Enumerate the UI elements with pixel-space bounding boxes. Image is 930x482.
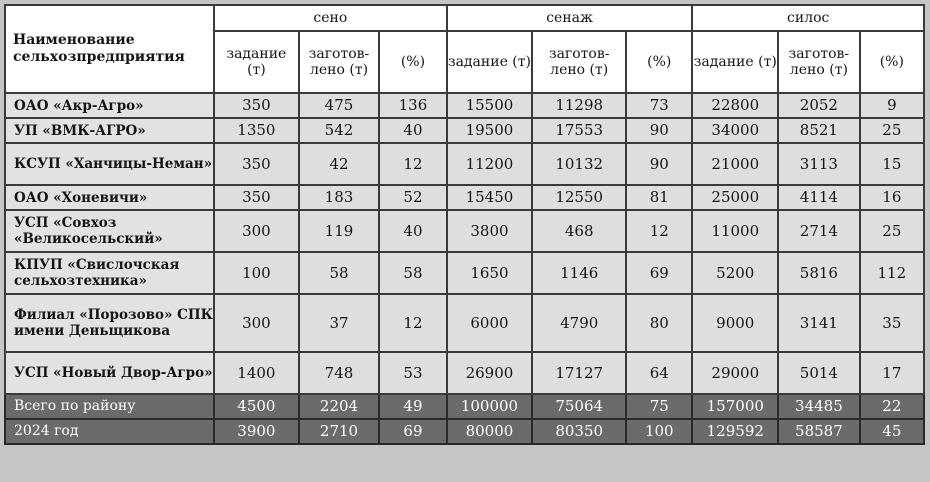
value-cell: 21000 bbox=[692, 143, 778, 185]
value-cell: 1146 bbox=[532, 252, 626, 294]
value-cell: 10132 bbox=[532, 143, 626, 185]
group-header-hay: сено bbox=[214, 5, 447, 31]
subheader-plan: задание (т) bbox=[692, 31, 778, 93]
value-cell: 5816 bbox=[778, 252, 860, 294]
value-cell: 40 bbox=[379, 210, 446, 252]
value-cell: 112 bbox=[860, 252, 924, 294]
enterprise-name-cell: Филиал «Порозово» СПК имени Деньщикова bbox=[5, 294, 214, 352]
subheader-harvested: заготов-лено (т) bbox=[299, 31, 380, 93]
enterprise-name-cell: УСП «Совхоз «Великосельский» bbox=[5, 210, 214, 252]
value-cell: 119 bbox=[299, 210, 380, 252]
value-cell: 183 bbox=[299, 185, 380, 210]
subheader-plan: задание (т) bbox=[214, 31, 299, 93]
enterprise-name-cell: КСУП «Ханчицы-Неман» bbox=[5, 143, 214, 185]
value-cell: 26900 bbox=[447, 352, 533, 394]
value-cell: 22800 bbox=[692, 93, 778, 118]
total-value-cell: 100000 bbox=[447, 394, 533, 419]
table-row bbox=[5, 352, 924, 394]
total-row bbox=[5, 394, 924, 419]
value-cell: 748 bbox=[299, 352, 380, 394]
value-cell: 25 bbox=[860, 210, 924, 252]
total-value-cell: 3900 bbox=[214, 419, 299, 444]
total-value-cell: 129592 bbox=[692, 419, 778, 444]
value-cell: 37 bbox=[299, 294, 380, 352]
value-cell: 35 bbox=[860, 294, 924, 352]
table-row bbox=[5, 143, 924, 185]
total-value-cell: 49 bbox=[379, 394, 446, 419]
value-cell: 42 bbox=[299, 143, 380, 185]
table-row bbox=[5, 118, 924, 143]
table-row bbox=[5, 294, 924, 352]
group-header-haylage: сенаж bbox=[447, 5, 693, 31]
value-cell: 6000 bbox=[447, 294, 533, 352]
value-cell: 9 bbox=[860, 93, 924, 118]
value-cell: 25 bbox=[860, 118, 924, 143]
value-cell: 12550 bbox=[532, 185, 626, 210]
subheader-percent: (%) bbox=[860, 31, 924, 93]
value-cell: 29000 bbox=[692, 352, 778, 394]
value-cell: 53 bbox=[379, 352, 446, 394]
value-cell: 12 bbox=[626, 210, 692, 252]
value-cell: 81 bbox=[626, 185, 692, 210]
value-cell: 350 bbox=[214, 143, 299, 185]
subheader-plan: задание (т) bbox=[447, 31, 533, 93]
value-cell: 73 bbox=[626, 93, 692, 118]
value-cell: 9000 bbox=[692, 294, 778, 352]
value-cell: 542 bbox=[299, 118, 380, 143]
value-cell: 34000 bbox=[692, 118, 778, 143]
value-cell: 19500 bbox=[447, 118, 533, 143]
value-cell: 90 bbox=[626, 143, 692, 185]
subheader-harvested: заготов-лено (т) bbox=[532, 31, 626, 93]
total-value-cell: 80000 bbox=[447, 419, 533, 444]
value-cell: 300 bbox=[214, 294, 299, 352]
subheader-percent: (%) bbox=[379, 31, 446, 93]
total-label-cell: 2024 год bbox=[5, 419, 214, 444]
total-value-cell: 4500 bbox=[214, 394, 299, 419]
value-cell: 1650 bbox=[447, 252, 533, 294]
total-value-cell: 34485 bbox=[778, 394, 860, 419]
value-cell: 58 bbox=[379, 252, 446, 294]
subheader-percent: (%) bbox=[626, 31, 692, 93]
value-cell: 4114 bbox=[778, 185, 860, 210]
value-cell: 1350 bbox=[214, 118, 299, 143]
total-value-cell: 45 bbox=[860, 419, 924, 444]
enterprise-name-cell: КПУП «Свислочская сельхозтехника» bbox=[5, 252, 214, 294]
total-value-cell: 22 bbox=[860, 394, 924, 419]
enterprise-name-cell: ОАО «Хоневичи» bbox=[5, 185, 214, 210]
value-cell: 64 bbox=[626, 352, 692, 394]
enterprise-name-header: Наименование сельхозпредприятия bbox=[5, 5, 214, 93]
value-cell: 17 bbox=[860, 352, 924, 394]
value-cell: 100 bbox=[214, 252, 299, 294]
value-cell: 3800 bbox=[447, 210, 533, 252]
value-cell: 40 bbox=[379, 118, 446, 143]
value-cell: 11298 bbox=[532, 93, 626, 118]
total-row bbox=[5, 419, 924, 444]
value-cell: 17553 bbox=[532, 118, 626, 143]
value-cell: 350 bbox=[214, 93, 299, 118]
value-cell: 16 bbox=[860, 185, 924, 210]
table-row bbox=[5, 185, 924, 210]
value-cell: 90 bbox=[626, 118, 692, 143]
value-cell: 15450 bbox=[447, 185, 533, 210]
total-value-cell: 2710 bbox=[299, 419, 380, 444]
table-row bbox=[5, 93, 924, 118]
value-cell: 15 bbox=[860, 143, 924, 185]
value-cell: 300 bbox=[214, 210, 299, 252]
value-cell: 2052 bbox=[778, 93, 860, 118]
value-cell: 5014 bbox=[778, 352, 860, 394]
total-value-cell: 69 bbox=[379, 419, 446, 444]
value-cell: 475 bbox=[299, 93, 380, 118]
value-cell: 12 bbox=[379, 143, 446, 185]
enterprise-name-cell: ОАО «Акр-Агро» bbox=[5, 93, 214, 118]
value-cell: 17127 bbox=[532, 352, 626, 394]
enterprise-name-cell: УП «ВМК-АГРО» bbox=[5, 118, 214, 143]
value-cell: 80 bbox=[626, 294, 692, 352]
table-row bbox=[5, 252, 924, 294]
total-value-cell: 75064 bbox=[532, 394, 626, 419]
total-value-cell: 2204 bbox=[299, 394, 380, 419]
value-cell: 25000 bbox=[692, 185, 778, 210]
value-cell: 11000 bbox=[692, 210, 778, 252]
value-cell: 5200 bbox=[692, 252, 778, 294]
total-value-cell: 75 bbox=[626, 394, 692, 419]
value-cell: 3113 bbox=[778, 143, 860, 185]
value-cell: 4790 bbox=[532, 294, 626, 352]
value-cell: 1400 bbox=[214, 352, 299, 394]
value-cell: 350 bbox=[214, 185, 299, 210]
group-header-silage: силос bbox=[692, 5, 924, 31]
table-row bbox=[5, 210, 924, 252]
total-value-cell: 100 bbox=[626, 419, 692, 444]
total-value-cell: 80350 bbox=[532, 419, 626, 444]
value-cell: 12 bbox=[379, 294, 446, 352]
subheader-harvested: заготов-лено (т) bbox=[778, 31, 860, 93]
value-cell: 468 bbox=[532, 210, 626, 252]
enterprise-name-cell: УСП «Новый Двор-Агро» bbox=[5, 352, 214, 394]
total-value-cell: 58587 bbox=[778, 419, 860, 444]
value-cell: 11200 bbox=[447, 143, 533, 185]
harvest-table bbox=[4, 4, 925, 445]
total-value-cell: 157000 bbox=[692, 394, 778, 419]
value-cell: 136 bbox=[379, 93, 446, 118]
value-cell: 69 bbox=[626, 252, 692, 294]
value-cell: 52 bbox=[379, 185, 446, 210]
value-cell: 2714 bbox=[778, 210, 860, 252]
value-cell: 58 bbox=[299, 252, 380, 294]
total-label-cell: Всего по району bbox=[5, 394, 214, 419]
value-cell: 15500 bbox=[447, 93, 533, 118]
value-cell: 8521 bbox=[778, 118, 860, 143]
value-cell: 3141 bbox=[778, 294, 860, 352]
